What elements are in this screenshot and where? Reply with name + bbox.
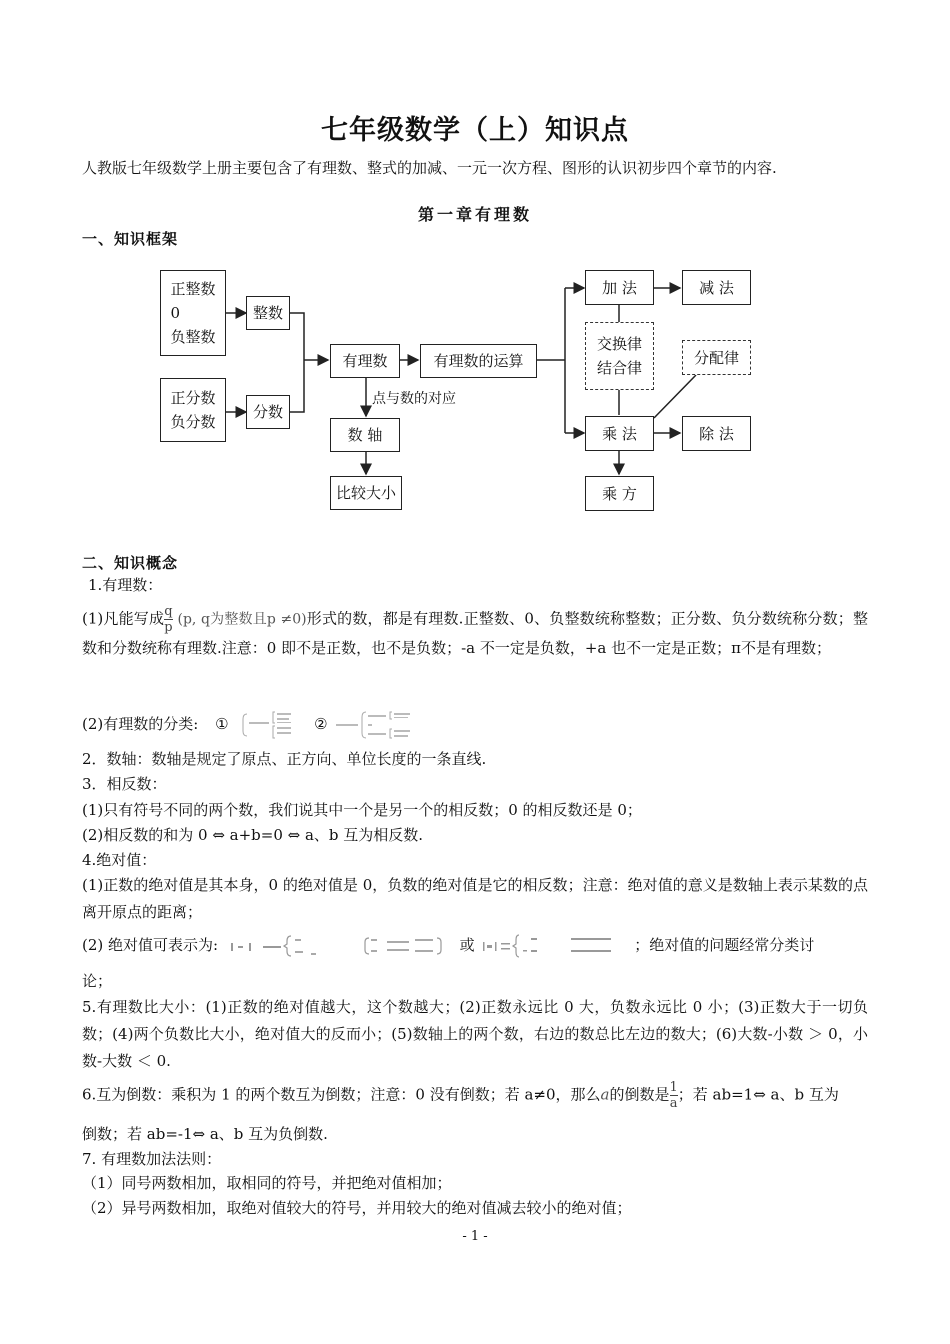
classification-marker-1: ① bbox=[215, 715, 229, 733]
fraction-numerator: 1 bbox=[669, 1080, 678, 1095]
label-positive-integer: 正整数 bbox=[170, 280, 216, 298]
abs-value-note: ；绝对值的问题经常分类讨 bbox=[634, 936, 815, 954]
item-3-title: 3．相反数： bbox=[82, 775, 167, 793]
item-3-para-2: (2)相反数的和为 0 ⇔ a+b=0 ⇔ a、b 互为相反数. bbox=[82, 826, 424, 844]
box-integer: 整数 bbox=[246, 296, 290, 330]
item-6-text-c: ；若 ab=1⇔ a、b 互为 bbox=[677, 1085, 839, 1104]
label-point-number-correspondence: 点与数的对应 bbox=[372, 391, 456, 407]
box-rational: 有理数 bbox=[330, 344, 400, 378]
item-5-compare: 5.有理数比大小：(1)正数的绝对值越大，这个数越大；(2)正数永远比 0 大，负数永远比 0 小；(3)正数大于一切负数；(4)两个负数比大小，绝对值大的反而小；(5)数轴上的两个数，右边的数总比左边的数大；(6)大数-小数 ＞ 0，小数-大数 ＜ 0. bbox=[82, 998, 868, 1070]
abs-value-label: (2) 绝对值可表示为: bbox=[82, 936, 219, 954]
item-7-title: 7. 有理数加法法则： bbox=[82, 1150, 222, 1168]
classification-tree-1-graphic bbox=[233, 710, 303, 740]
item-1-para-1 bbox=[82, 604, 868, 662]
chapter-title: 第一章有理数 bbox=[417, 205, 532, 224]
box-integer-list bbox=[160, 270, 226, 356]
label-associative: 结合律 bbox=[596, 359, 642, 377]
label-negative-fraction: 负分数 bbox=[170, 413, 216, 431]
fraction-q-over-p bbox=[164, 604, 172, 635]
box-addition: 加 法 bbox=[585, 270, 654, 305]
box-division: 除 法 bbox=[682, 416, 751, 451]
box-commutative-associative bbox=[585, 322, 654, 390]
item-1-text-a: (1)凡能写成 bbox=[82, 609, 165, 628]
item-4-title: 4.绝对值： bbox=[82, 851, 157, 869]
item-1-para-2 bbox=[82, 710, 872, 740]
box-subtraction: 减 法 bbox=[682, 270, 751, 305]
abs-value-formula-1-graphic bbox=[223, 932, 455, 960]
fraction-numerator: q bbox=[164, 604, 173, 619]
fraction-denominator: a bbox=[669, 1096, 678, 1111]
label-zero: 0 bbox=[170, 304, 181, 322]
fraction-denominator: p bbox=[164, 620, 173, 635]
item-6-text-b: 的倒数是 bbox=[609, 1085, 670, 1104]
box-operations: 有理数的运算 bbox=[420, 344, 537, 378]
item-3-para-1: (1)只有符号不同的两个数，我们说其中一个是另一个的相反数；0 的相反数还是 0； bbox=[82, 801, 642, 819]
box-number-line: 数 轴 bbox=[330, 418, 400, 452]
item-4-para-2 bbox=[82, 932, 872, 960]
label-positive-fraction: 正分数 bbox=[170, 389, 216, 407]
classification-marker-2: ② bbox=[314, 715, 328, 733]
item-4-para-1: (1)正数的绝对值是其本身，0 的绝对值是 0，负数的绝对值是它的相反数；注意：绝对值的意义是数轴上表示某数的点离开原点的距离； bbox=[82, 876, 868, 921]
item-6-para-cont: 倒数；若 ab=-1⇔ a、b 互为负倒数. bbox=[82, 1125, 328, 1143]
abs-value-formula-2-graphic bbox=[479, 932, 629, 960]
item-2-number-line: 2．数轴：数轴是规定了原点、正方向、单位长度的一条直线. bbox=[82, 750, 487, 768]
item-4-para-2-cont: 论； bbox=[82, 972, 113, 990]
box-distributive: 分配律 bbox=[682, 340, 751, 375]
item-7-para-2: （2）异号两数相加，取绝对值较大的符号，并用较大的绝对值减去较小的绝对值； bbox=[82, 1199, 632, 1217]
framework-connectors bbox=[0, 0, 950, 540]
item-6-variable-a: a bbox=[600, 1085, 610, 1104]
section-heading-framework: 一、知识框架 bbox=[82, 230, 179, 248]
box-fraction: 分数 bbox=[246, 395, 290, 429]
item-1-text-b: 形式的数，都是有理数.正整数、0、负整数统称整数；正分数、负分数统称分数；整数和分数统称有理数.注意：0 即不是正数，也不是负数；-a 不一定是负数，+a 也不一定是正数；π不是有理数； bbox=[82, 609, 868, 657]
page-number: - 1 - bbox=[462, 1229, 488, 1244]
box-compare: 比较大小 bbox=[330, 476, 402, 510]
box-fraction-list bbox=[160, 378, 226, 442]
intro-text: 人教版七年级数学上册主要包含了有理数、整式的加减、一元一次方程、图形的认识初步四个章节的内容. bbox=[82, 159, 777, 177]
page-title: 七年级数学（上）知识点 bbox=[321, 115, 629, 146]
label-commutative: 交换律 bbox=[596, 335, 642, 353]
abs-value-or: 或 bbox=[459, 936, 475, 954]
box-power: 乘 方 bbox=[585, 476, 654, 511]
box-multiplication: 乘 法 bbox=[585, 416, 654, 451]
fraction-condition: (p, q为整数且p ≠0) bbox=[177, 611, 307, 628]
item-6-text-a: 6.互为倒数：乘积为 1 的两个数互为倒数；注意：0 没有倒数；若 a≠0，那么 bbox=[82, 1085, 601, 1104]
item-6-reciprocal bbox=[82, 1080, 868, 1111]
classification-tree-2-graphic bbox=[332, 710, 422, 740]
classification-label: (2)有理数的分类: bbox=[82, 715, 199, 733]
item-1-title: 1.有理数： bbox=[88, 576, 163, 594]
section-heading-concepts: 二、知识概念 bbox=[82, 554, 179, 572]
item-7-para-1: （1）同号两数相加，取相同的符号，并把绝对值相加； bbox=[82, 1174, 452, 1192]
fraction-one-over-a bbox=[670, 1080, 678, 1111]
label-negative-integer: 负整数 bbox=[170, 328, 216, 346]
